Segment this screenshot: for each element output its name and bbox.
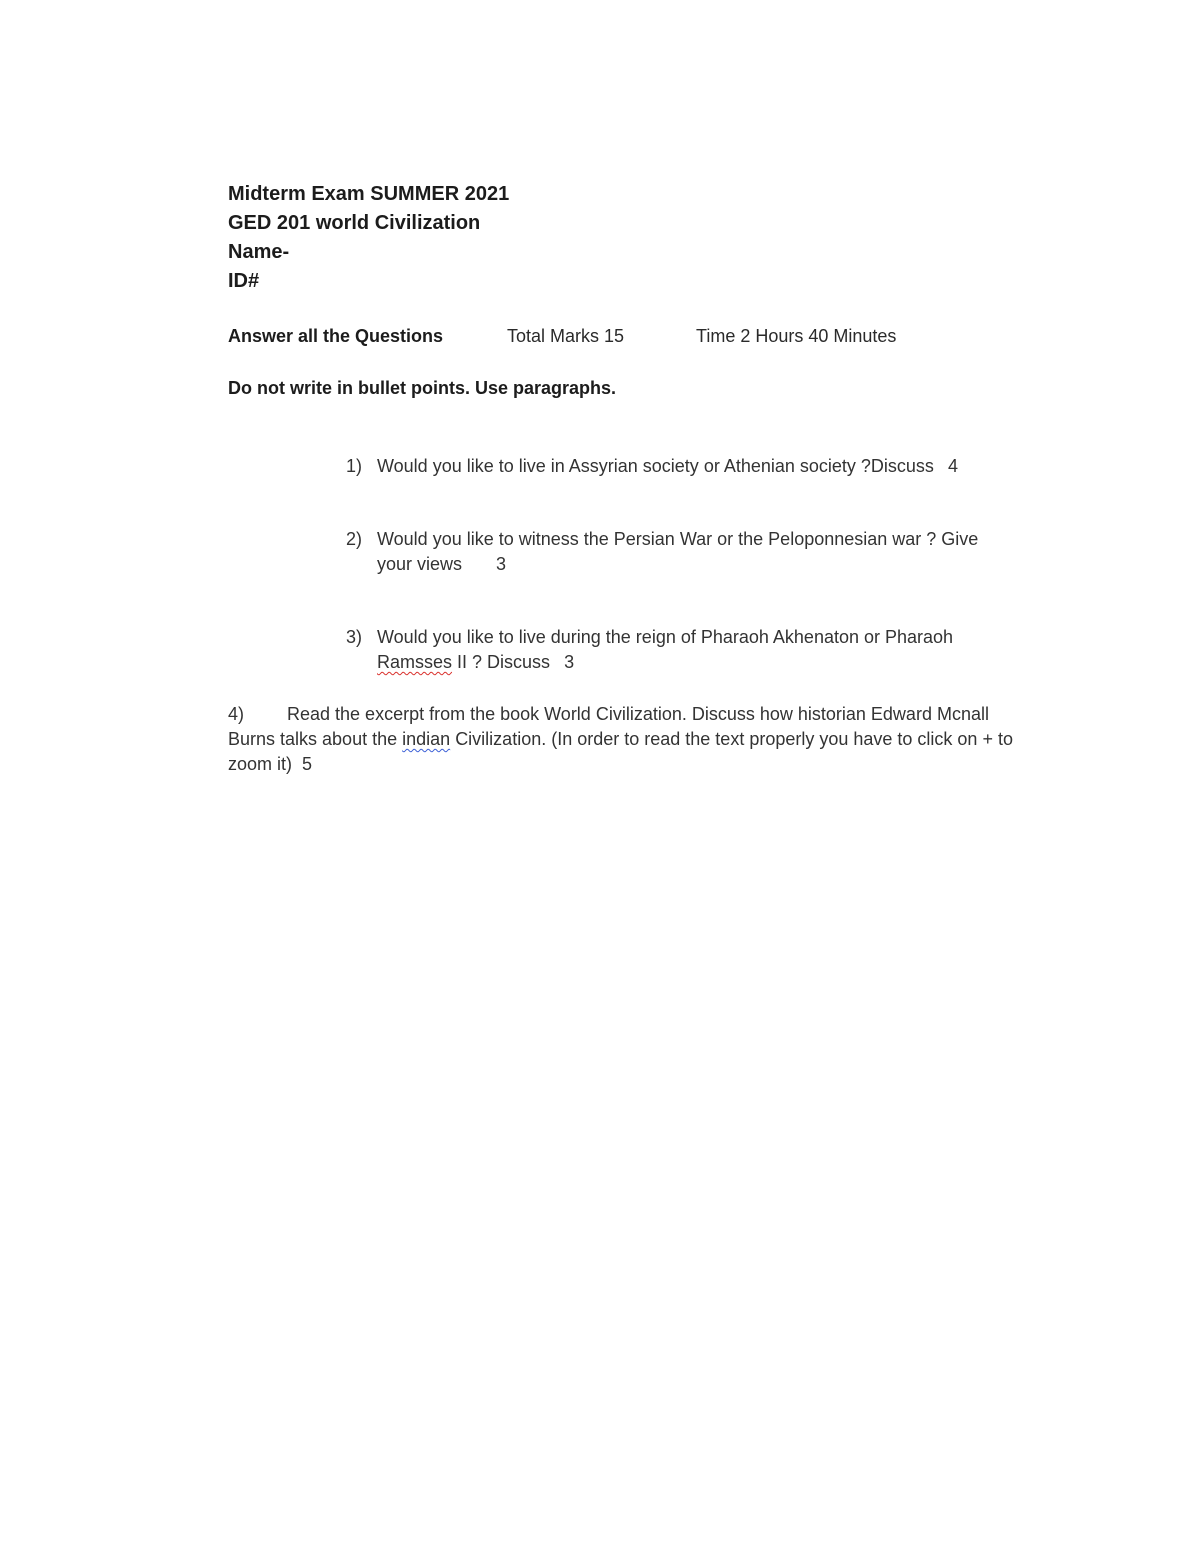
question-text: Would you like to witness the Persian War or the Peloponnesian war ? Give your views 3 [377, 529, 979, 574]
question-marks: 4 [947, 456, 958, 476]
question-text: Would you like to live during the reign of Pharaoh Akhenaton or Pharaoh Ramsses II ? Discuss 3 [377, 627, 954, 672]
total-marks-label: Total Marks 15 [507, 326, 625, 346]
question-number: 2) [346, 529, 363, 549]
instruction-text: Do not write in bullet points. Use paragraphs. [228, 378, 617, 398]
question-number: 4) [228, 704, 245, 724]
name-label: Name- [228, 241, 290, 263]
id-label: ID# [228, 270, 260, 292]
exam-title: Midterm Exam SUMMER 2021 [228, 183, 510, 205]
question-text: Read the excerpt from the book World Civilization. Discuss how historian Edward Mcnall Burns talks about the [228, 704, 989, 749]
answer-all-label: Answer all the Questions [228, 326, 444, 346]
spellcheck-flagged-word[interactable]: Ramsses [377, 652, 453, 672]
course-title: GED 201 world Civilization [228, 212, 481, 234]
time-label: Time 2 Hours 40 Minutes [696, 326, 897, 346]
question-marks: 3 [564, 652, 575, 672]
question-1 [346, 454, 1006, 479]
exam-info-row [228, 326, 1028, 350]
grammar-flagged-word[interactable]: indian [402, 729, 451, 749]
question-4: 4) Read the excerpt from the book World Civilization. Discuss how historian Edward Mcnall Burns talks about the indian Civilization. (In order to read the text properly you have to click on + to zoom it) 5 [228, 704, 1013, 774]
question-marks: 5 [302, 754, 313, 774]
question-3 [346, 625, 1006, 675]
question-marks: 3 [496, 554, 507, 574]
question-number: 3) [346, 627, 363, 647]
question-number: 1) [346, 456, 363, 476]
question-text: Would you like to live in Assyrian society or Athenian society ?Discuss 4 [377, 456, 958, 476]
question-2 [346, 527, 1006, 577]
